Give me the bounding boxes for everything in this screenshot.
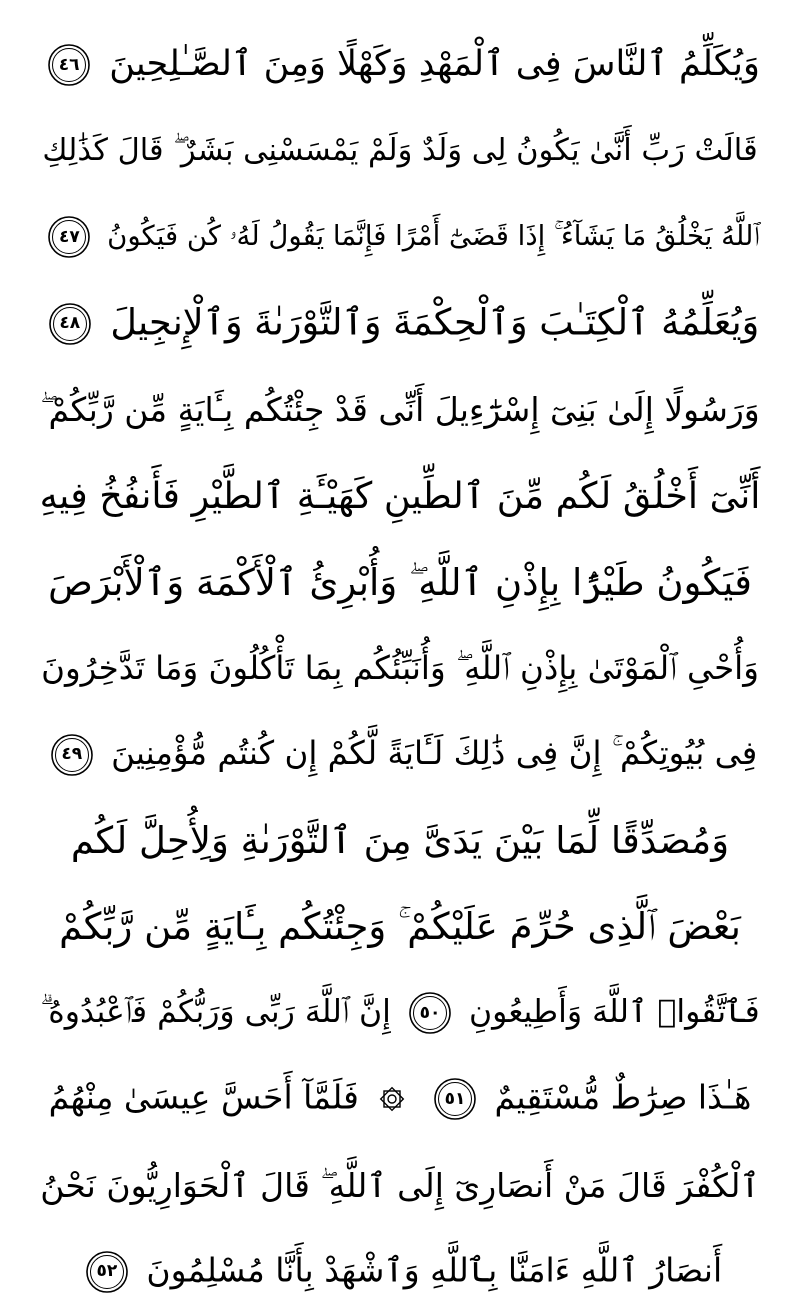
verse-text: أَنِّىٓ أَخْلُقُ لَكُم مِّنَ ٱلطِّينِ كَهَيْـَٔةِ ٱلطَّيْرِ فَأَنفُخُ فِيهِ (39, 473, 761, 517)
ayah-number: ٤٦ (58, 54, 80, 75)
line-text (41, 301, 759, 347)
ayah-marker (49, 732, 95, 778)
verse-text-continued: إِنَّ ٱللَّهَ رَبِّى وَرَبُّكُمْ فَٱعْبُدُوهُ ۗ (40, 994, 391, 1031)
verse-text: وَيُعَلِّمُهُ ٱلْكِتَـٰبَ وَٱلْحِكْمَةَ وَٱلتَّوْرَىٰةَ وَٱلْإِنجِيلَ (110, 300, 760, 344)
line-text (40, 214, 759, 260)
verse-line (38, 625, 762, 711)
verse-text: وَمُصَدِّقًا لِّمَا بَيْنَ يَدَىَّ مِنَ ٱلتَّوْرَىٰةِ وَلِأُحِلَّ لَكُم (70, 819, 730, 863)
ayah-marker (432, 1076, 478, 1122)
verse-text: ٱللَّهُ يَخْلُقُ مَا يَشَآءُ ۚ إِذَا قَضَىٰٓ أَمْرًا فَإِنَّمَا يَقُولُ لَهُۥ كُن فَيَكُونُ (107, 220, 760, 253)
verse-line (38, 22, 762, 108)
ayah-number: ٥٠ (419, 1002, 441, 1023)
verse-text: فِى بُيُوتِكُمْ ۚ إِنَّ فِى ذَٰلِكَ لَـَٔايَةً لَّكُمْ إِن كُنتُم مُّؤْمِنِينَ (111, 733, 758, 772)
verse-text: وَيُكَلِّمُ ٱلنَّاسَ فِى ٱلْمَهْدِ وَكَهْلًا وَمِنَ ٱلصَّـٰلِحِينَ (109, 44, 760, 85)
hizb-marker-icon (375, 1082, 409, 1116)
verse-text: فَيَكُونُ طَيْرًۢا بِإِذْنِ ٱللَّهِ ۖ وَأُبْرِئُ ٱلْأَكْمَهَ وَٱلْأَبْرَصَ (48, 560, 752, 604)
verse-text: أَنصَارُ ٱللَّهِ ءَامَنَّا بِٱللَّهِ وَٱشْهَدْ بِأَنَّا مُسْلِمُونَ (146, 1250, 723, 1290)
ayah-marker (46, 42, 92, 88)
verse-line (38, 108, 762, 194)
verse-line (38, 281, 762, 367)
ayah-marker (47, 301, 93, 347)
verse-text: وَرَسُولًا إِلَىٰ بَنِىٓ إِسْرَٰٓءِيلَ أَنِّى قَدْ جِئْتُكُم بِـَٔايَةٍ مِّن رَّبِّكُمْ ۖ (40, 390, 760, 430)
verse-line (38, 884, 762, 970)
ayah-number: ٤٧ (59, 226, 80, 247)
verse-line (38, 1142, 762, 1228)
verse-text: وَأُحْىِ ٱلْمَوْتَىٰ بِإِذْنِ ٱللَّهِ ۖ وَأُنَبِّئُكُم بِمَا تَأْكُلُونَ وَمَا تَدَّخِرُونَ (41, 649, 759, 688)
ayah-marker (407, 990, 453, 1036)
ayah-marker (46, 214, 92, 260)
verse-line (38, 367, 762, 453)
ayah-number: ٤٩ (61, 744, 83, 765)
verse-line (38, 712, 762, 798)
ayah-number: ٤٨ (59, 313, 81, 334)
verse-line (38, 1229, 762, 1315)
verse-line (38, 1056, 762, 1142)
verse-text: بَعْضَ ٱلَّذِى حُرِّمَ عَلَيْكُمْ ۚ وَجِئْتُكُم بِـَٔايَةٍ مِّن رَّبِّكُمْ (59, 905, 741, 949)
ayah-number: ٥٢ (96, 1261, 118, 1282)
verse-text: قَالَتْ رَبِّ أَنَّىٰ يَكُونُ لِى وَلَدٌ وَلَمْ يَمْسَسْنِى بَشَرٌ ۖ قَالَ كَذَٰلِكِ (42, 133, 758, 169)
verse-text-continued: فَلَمَّآ أَحَسَّ عِيسَىٰ مِنْهُمُ (48, 1077, 359, 1117)
verse-line (38, 453, 762, 539)
line-text (40, 42, 760, 88)
verse-line (38, 194, 762, 280)
ayah-number: ٥١ (444, 1088, 466, 1109)
line-text (49, 1076, 752, 1122)
verse-line (38, 798, 762, 884)
verse-text: فَٱتَّقُوا۟ ٱللَّهَ وَأَطِيعُونِ (468, 994, 760, 1031)
verse-line (38, 539, 762, 625)
verse-line (38, 970, 762, 1056)
verse-text: هَـٰذَا صِرَٰطٌ مُّسْتَقِيمٌ (494, 1077, 752, 1117)
line-text (43, 732, 757, 778)
line-text (78, 1249, 722, 1295)
verse-text: ٱلْكُفْرَ قَالَ مَنْ أَنصَارِىٓ إِلَى ٱللَّهِ ۖ قَالَ ٱلْحَوَارِيُّونَ نَحْنُ (40, 1166, 760, 1206)
ayah-marker (84, 1249, 130, 1295)
line-text (40, 990, 759, 1036)
